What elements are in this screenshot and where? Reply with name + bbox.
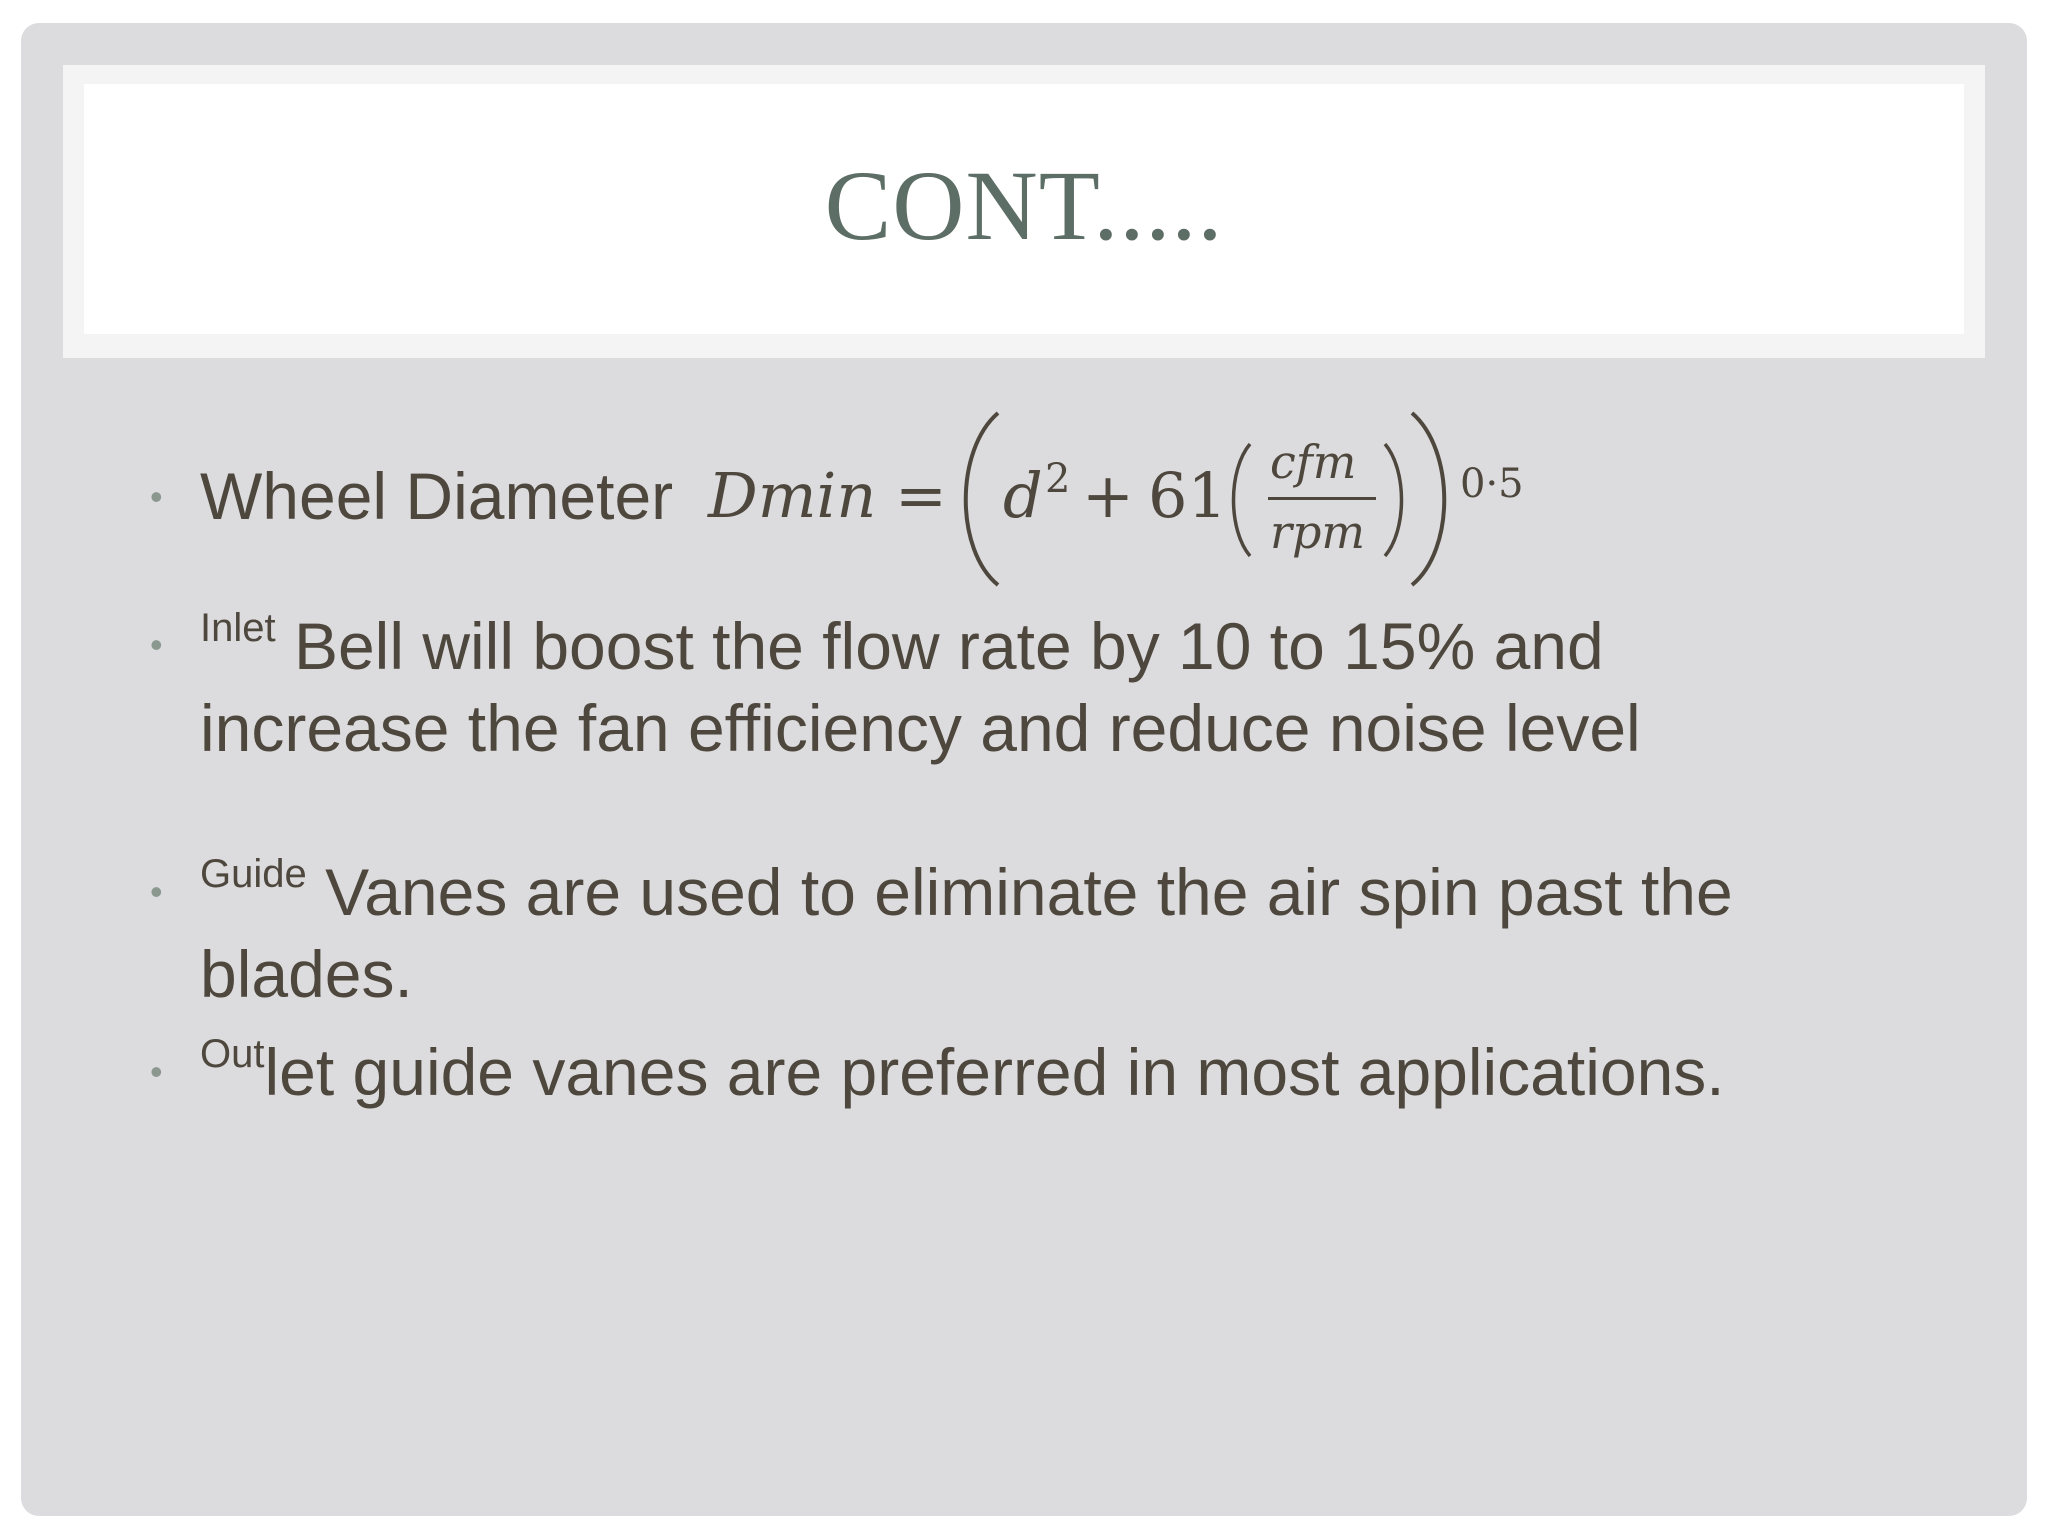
equation-d-exponent: 2 [1045,456,1071,502]
bullet-superscript: Out [200,1032,265,1076]
fraction-numerator: cfm [1270,435,1357,489]
bullet-line-2: blades. [200,937,413,1011]
equation-d: d [1003,459,1043,532]
outer-right-paren [1412,413,1444,585]
equation-lhs: Dmin [708,459,877,532]
equation-equals: = [895,459,947,532]
bullet-dot [150,882,170,902]
bullet-line-1 [200,1032,1725,1122]
equation-outer-exponent: 0·5 [1460,461,1524,507]
bullet-line-1 [200,606,1604,696]
bullet-superscript: Guide [200,852,307,896]
bullet-text: Vanes are used to eliminate the air spin past the [325,855,1733,929]
bullet-line-1 [200,852,1733,942]
bullet-dot [150,635,170,655]
inner-left-paren [1234,444,1251,556]
slide-title: CONT..... [824,149,1224,261]
fraction-bar [1268,497,1376,500]
bullet-line-2: increase the fan efficiency and reduce noise level [200,691,1641,765]
bullet-text: let guide vanes are preferred in most applications. [264,1035,1725,1109]
bullet-text: Wheel Diameter [200,459,674,533]
wheel-diameter-equation [0,0,2048,600]
bullet-superscript: Inlet [200,606,276,650]
equation-coefficient: 61 [1148,459,1227,532]
fraction-denominator: rpm [1270,505,1366,559]
equation-plus: + [1082,459,1134,532]
outer-left-paren [966,413,998,585]
bullet-text: Bell will boost the flow rate by 10 to 15% and [293,609,1604,683]
inner-right-paren [1385,444,1402,556]
bullet-dot [150,1062,170,1082]
